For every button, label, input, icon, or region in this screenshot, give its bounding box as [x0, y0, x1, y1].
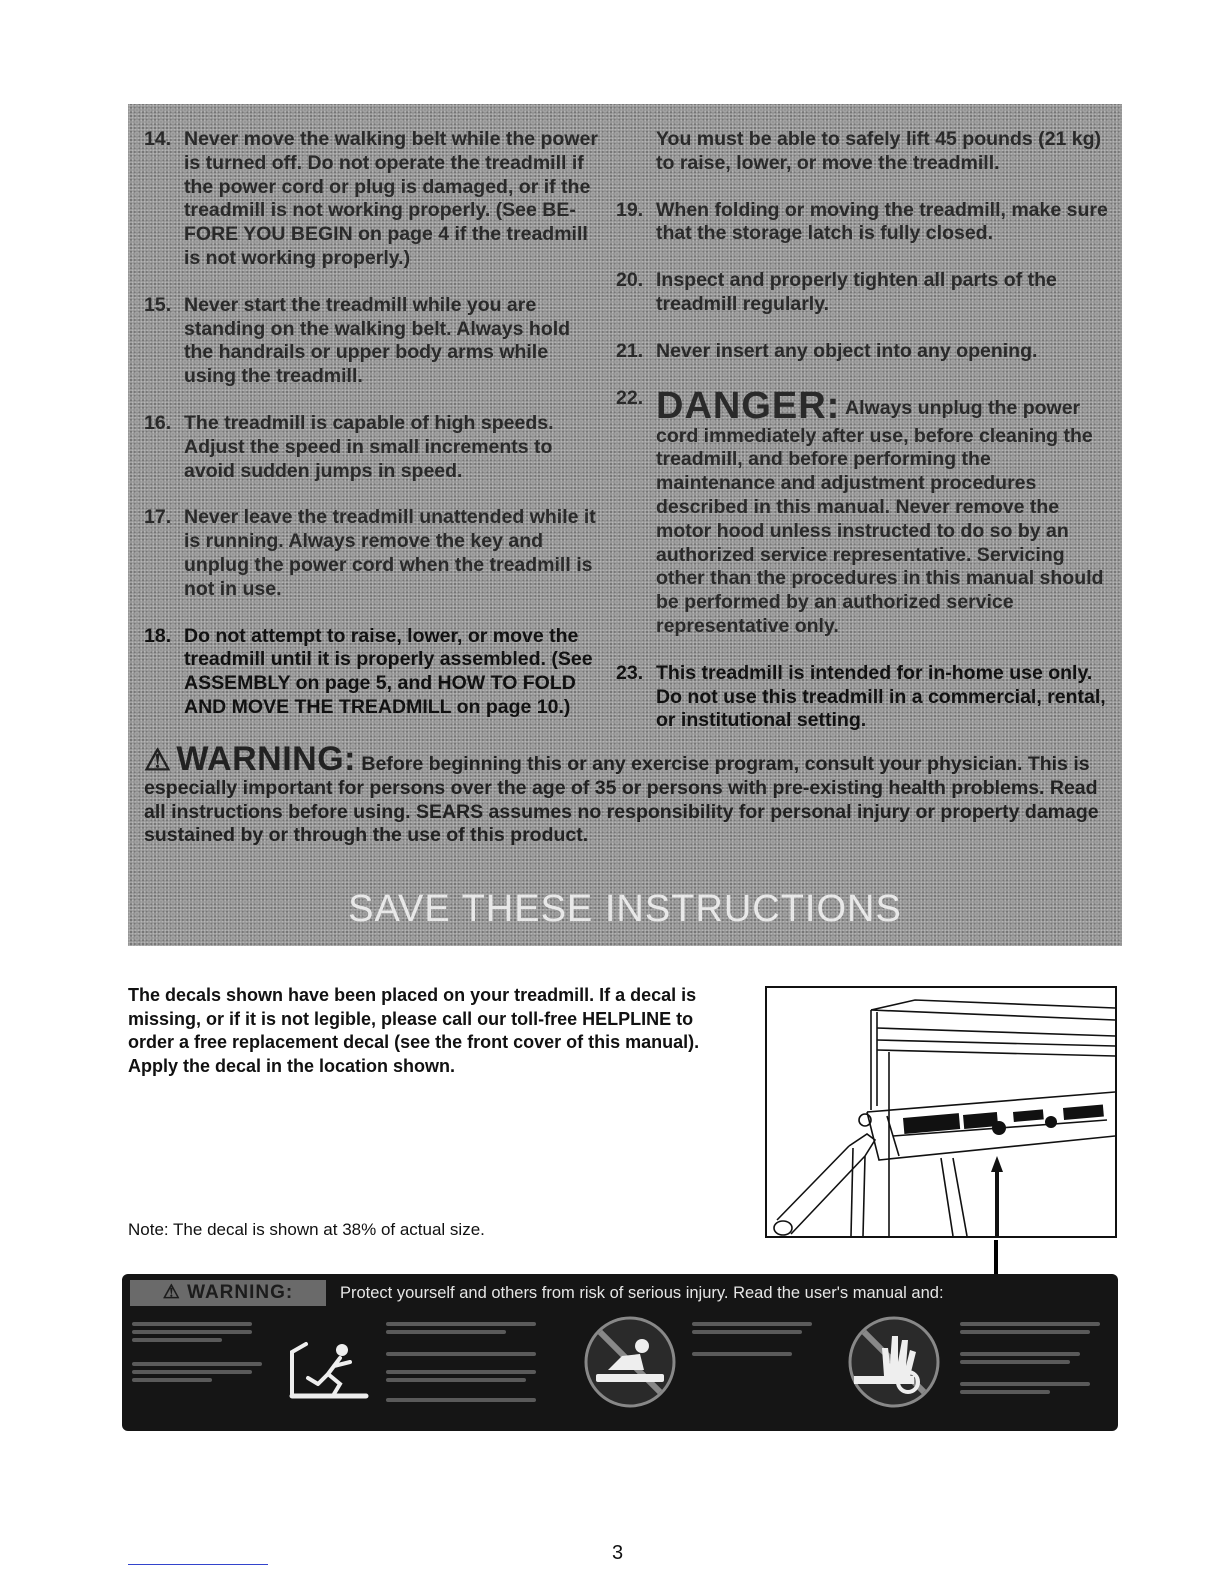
- decal-fine-print: [386, 1370, 536, 1374]
- safety-item-22-danger: 22. DANGER: Always unplug the power cord immediately after use, before cleaning the treadmill, and before performing the maintenance and adjustment procedures described in this manual. Never remove the motor hood unless instructed to do so by an authorized service representative. Servicing other than the procedures in this manual should be performed by an authorized service representative only.: [616, 384, 1104, 637]
- safety-item-20: 20. Inspect and properly tighten all parts of the treadmill regularly.: [616, 269, 1057, 315]
- decal-fine-print: [386, 1330, 506, 1334]
- decal-fine-print: [132, 1378, 212, 1382]
- warning-triangle-icon: ⚠: [144, 744, 171, 777]
- footer-rule: [128, 1564, 268, 1565]
- decal-fine-print: [386, 1352, 536, 1356]
- fall-hazard-icon: [282, 1334, 372, 1404]
- danger-heading: DANGER:: [656, 384, 841, 427]
- warning-decal: [122, 1274, 1118, 1431]
- save-instructions-title: SAVE THESE INSTRUCTIONS: [348, 888, 902, 930]
- safety-item-21: 21. Never insert any object into any opening.: [616, 339, 1038, 362]
- hand-pinch-hazard-icon: [846, 1314, 942, 1410]
- safety-item-18-continued: You must be able to safely lift 45 pounds (21 kg) to raise, lower, or move the treadmill.: [656, 128, 1101, 174]
- safety-item-17: 17. Never leave the treadmill unattended while it is running. Always remove the key and unplug the power cord when the treadmill is not in use.: [144, 506, 596, 600]
- decal-warning-triangle-icon: ⚠: [162, 1282, 181, 1303]
- decal-fine-print: [132, 1322, 252, 1326]
- decal-fine-print: [692, 1330, 802, 1334]
- decal-fine-print: [132, 1362, 262, 1366]
- safety-item-15: 15. Never start the treadmill while you are standing on the walking belt. Always hold the handrails or upper body arms while using the treadmill.: [144, 293, 571, 388]
- decal-size-note: Note: The decal is shown at 38% of actual size.: [128, 1220, 485, 1239]
- safety-item-23: 23. This treadmill is intended for in-home use only. Do not use this treadmill in a commercial, rental, or institutional setting.: [616, 661, 1106, 732]
- decal-fine-print: [960, 1390, 1050, 1394]
- decal-fine-print: [132, 1330, 252, 1334]
- decal-fine-print: [692, 1322, 812, 1326]
- decal-description: The decals shown have been placed on your treadmill. If a decal is missing, or if it is not legible, please call our toll-free HELPLINE to order a free replacement decal (see the front cover of this manual). Apply the decal in the location shown.: [128, 985, 700, 1076]
- decal-fine-print: [960, 1382, 1090, 1386]
- safety-item-19: 19. When folding or moving the treadmill, make sure that the storage latch is fully closed.: [616, 198, 1108, 245]
- warning-heading: WARNING:: [176, 740, 356, 778]
- decal-fine-print: [960, 1352, 1080, 1356]
- page-number: 3: [612, 1542, 624, 1564]
- decal-fine-print: [960, 1322, 1100, 1326]
- decal-fine-print: [132, 1370, 252, 1374]
- decal-fine-print: [132, 1338, 222, 1342]
- safety-item-16: 16. The treadmill is capable of high speeds. Adjust the speed in small increments to avoid sudden jumps in speed.: [144, 411, 554, 482]
- decal-intro-text: Protect yourself and others from risk of serious injury. Read the user's manual and:: [340, 1284, 944, 1302]
- decal-warning-label: ⚠ WARNING:: [130, 1280, 326, 1306]
- warning-paragraph: ⚠ WARNING: Before beginning this or any exercise program, consult your physician. This is especially important for persons over the age of 35 or persons with pre-existing health problems. Read all instructions before using. SEARS assumes no responsibility for personal injury or property damage sustained by or through the use of this product.: [144, 740, 1099, 847]
- decal-fine-print: [960, 1360, 1070, 1364]
- safety-item-14: 14. Never move the walking belt while the power is turned off. Do not operate the treadmill if the power cord or plug is damaged, or if the treadmill is not working properly. (See BE-FORE YOU BEGIN on page 4 if the treadmill is not working properly.): [144, 128, 598, 269]
- treadmill-console-illustration: [767, 988, 1115, 1236]
- left-column: [144, 128, 604, 743]
- decal-fine-print: [386, 1398, 536, 1402]
- decal-fine-print: [386, 1322, 536, 1326]
- safety-instructions-panel: [128, 104, 1122, 946]
- no-children-icon: [582, 1314, 678, 1410]
- treadmill-console-figure: [765, 986, 1117, 1238]
- decal-fine-print: [386, 1378, 526, 1382]
- safety-item-18: 18. Do not attempt to raise, lower, or move the treadmill until it is properly assembled. (See ASSEMBLY on page 5, and HOW TO FOLD AND MOVE THE TREADMILL on page 10.): [144, 624, 593, 718]
- decal-fine-print: [692, 1352, 792, 1356]
- decal-fine-print: [960, 1330, 1090, 1334]
- decal-location-arrow: [994, 1240, 998, 1274]
- right-column: [616, 128, 1108, 756]
